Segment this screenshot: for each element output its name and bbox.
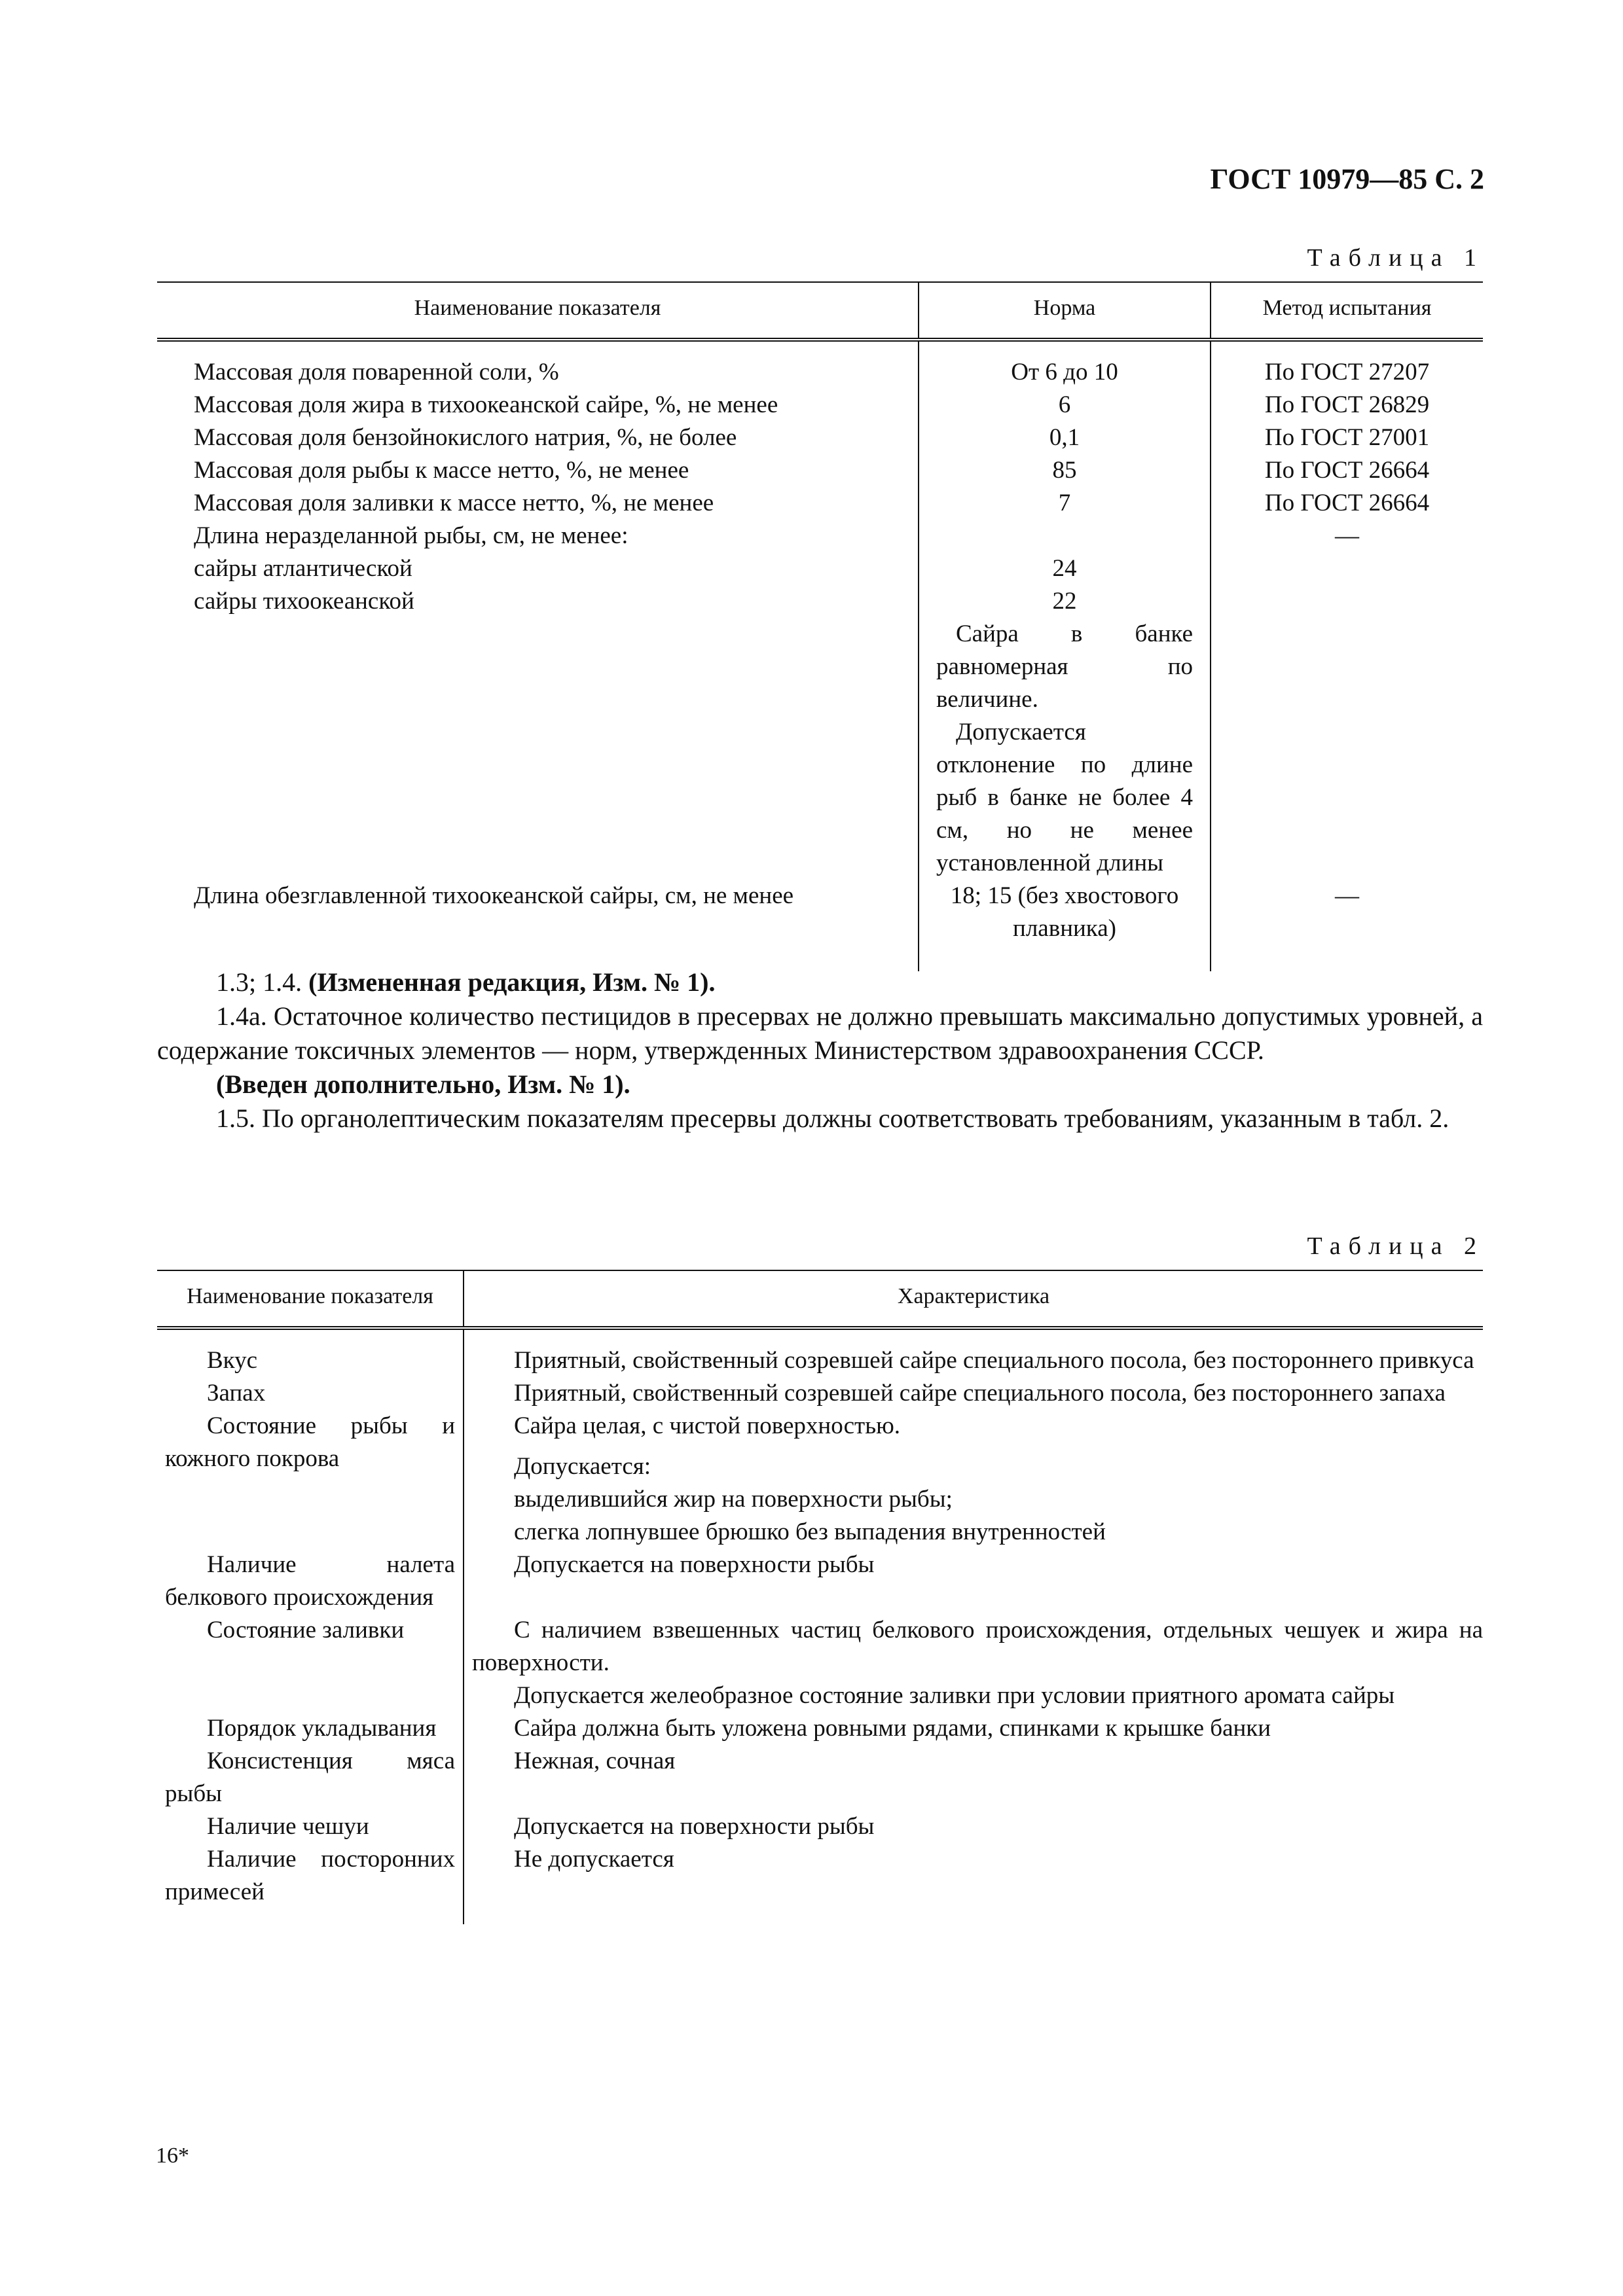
row-name: Массовая доля жира в тихоокеанской сайре, %, не менее (194, 391, 778, 418)
norm-note-1: Сайра в банке равномерная по величине. (936, 620, 1193, 713)
paragraph-1-4a: 1.4а. Остаточное количество пестицидов в пресервах не должно превышать максимально допустимых уровней, а содержание токсичных элементов — норм, утвержденных Министерством здравоохранения СССР. (157, 1001, 1483, 1065)
table-row (157, 389, 1483, 422)
row-norm: От 6 до 10 (919, 340, 1211, 389)
table-row (157, 1843, 1483, 1924)
table1-caption: Таблица 1 (1307, 244, 1484, 272)
amendment-note: (Измененная редакция, Изм. № 1). (308, 967, 716, 997)
row-method: — (1211, 520, 1483, 552)
row-name: Наличие чешуи (207, 1813, 369, 1840)
row-char: Допускается на поверхности рыбы (464, 1549, 1483, 1614)
row-name: Массовая доля поваренной соли, % (194, 359, 559, 386)
row-char: Сайра должна быть уложена ровными рядами, спинками к крышке банки (464, 1712, 1483, 1745)
row-method: — (1211, 880, 1483, 971)
row-name: сайры атлантической (194, 555, 412, 582)
table2-caption: Таблица 2 (1307, 1232, 1484, 1260)
row-norm: 7 (919, 487, 1211, 520)
row-name: сайры тихоокеанской (194, 588, 414, 615)
table1-header-norm: Норма (919, 282, 1211, 340)
table-row (157, 1377, 1483, 1410)
row-char: Приятный, свойственный созревшей сайре специального посола, без постороннего запаха (464, 1377, 1483, 1410)
table-row (157, 422, 1483, 454)
char-line: выделившийся жир на поверхности рыбы; (514, 1486, 953, 1513)
row-name: Длина неразделанной рыбы, см, не менее: (194, 522, 629, 549)
table-row (157, 1745, 1483, 1810)
page-mark: 16* (156, 2144, 189, 2168)
row-norm: 24 (919, 552, 1211, 585)
table-row (157, 1549, 1483, 1614)
row-method: По ГОСТ 26664 (1211, 454, 1483, 487)
table-row (157, 454, 1483, 487)
table-row (157, 552, 1483, 585)
char-line: Сайра целая, с чистой поверхностью. (514, 1412, 900, 1439)
table-row (157, 1712, 1483, 1745)
paragraph-1-3-1-4 (157, 965, 1483, 999)
table-row (157, 585, 1483, 618)
row-char: Приятный, свойственный созревшей сайре специального посола, без постороннего привкуса (464, 1328, 1483, 1377)
table-row (157, 1328, 1483, 1377)
row-norm (919, 520, 1211, 552)
norm-note-2: Допускается отклонение по длине рыб в банке не более 4 см, но не менее установленной длины (936, 719, 1193, 876)
row-method: По ГОСТ 26664 (1211, 487, 1483, 520)
row-char (464, 1410, 1483, 1549)
row-method (1211, 585, 1483, 618)
table-2 (157, 1270, 1483, 1924)
row-name: Состояние заливки (207, 1617, 405, 1643)
row-norm: 22 (919, 585, 1211, 618)
row-name: Запах (207, 1380, 266, 1407)
row-norm: 85 (919, 454, 1211, 487)
char-line: Допускается желеобразное состояние заливки при условии приятного аромата сайры (514, 1682, 1395, 1709)
norm-note (919, 618, 1211, 880)
table1-header-method: Метод испытания (1211, 282, 1483, 340)
row-char: Не допускается (464, 1843, 1483, 1924)
char-line: С наличием взвешенных частиц белкового происхождения, отдельных чешуек и жира на поверхности. (472, 1617, 1483, 1676)
row-method (1211, 552, 1483, 585)
row-method: По ГОСТ 27001 (1211, 422, 1483, 454)
row-name: Массовая доля заливки к массе нетто, %, не менее (194, 490, 714, 516)
row-name: Массовая доля бензойнокислого натрия, %, не более (194, 424, 737, 451)
page-header: ГОСТ 10979—85 С. 2 (1210, 163, 1484, 195)
row-norm: 6 (919, 389, 1211, 422)
paragraph-1-5: 1.5. По органолептическим показателям пресервы должны соответствовать требованиям, указанным в табл. 2. (216, 1103, 1450, 1133)
char-line: слегка лопнувшее брюшко без выпадения внутренностей (514, 1518, 1106, 1545)
table-row (157, 340, 1483, 389)
table-row (157, 487, 1483, 520)
table-row (157, 1410, 1483, 1549)
table-1 (157, 281, 1483, 971)
table-row (157, 880, 1483, 971)
table-row (157, 520, 1483, 552)
row-name: Консистенция мяса рыбы (165, 1748, 455, 1807)
row-name: Длина обезглавленной тихоокеанской сайры, см, не менее (194, 882, 794, 909)
table-row (157, 1614, 1483, 1712)
row-name: Порядок укладывания (207, 1715, 437, 1742)
table-row-note (157, 618, 1483, 880)
row-name: Наличие налета белкового происхождения (165, 1551, 455, 1611)
row-char: Нежная, сочная (464, 1745, 1483, 1810)
row-norm: 18; 15 (без хвостового плавника) (919, 880, 1211, 971)
row-name: Наличие посторонних примесей (165, 1846, 455, 1905)
table2-header-name: Наименование показателя (157, 1270, 464, 1328)
amendment-note-2: (Введен дополнительно, Изм. № 1). (216, 1069, 630, 1099)
row-name: Вкус (207, 1347, 258, 1374)
char-line: Допускается: (514, 1453, 651, 1480)
paragraph-prefix: 1.3; 1.4. (216, 967, 309, 997)
row-char (464, 1614, 1483, 1712)
table2-header-char: Характеристика (464, 1270, 1483, 1328)
row-method: По ГОСТ 26829 (1211, 389, 1483, 422)
row-name: Массовая доля рыбы к массе нетто, %, не менее (194, 457, 689, 484)
table1-header-name: Наименование показателя (157, 282, 919, 340)
row-method: По ГОСТ 27207 (1211, 340, 1483, 389)
row-name: Состояние рыбы и кожного покрова (165, 1412, 455, 1472)
row-norm: 0,1 (919, 422, 1211, 454)
body-text (157, 965, 1483, 1136)
table-row (157, 1810, 1483, 1843)
row-char: Допускается на поверхности рыбы (464, 1810, 1483, 1843)
